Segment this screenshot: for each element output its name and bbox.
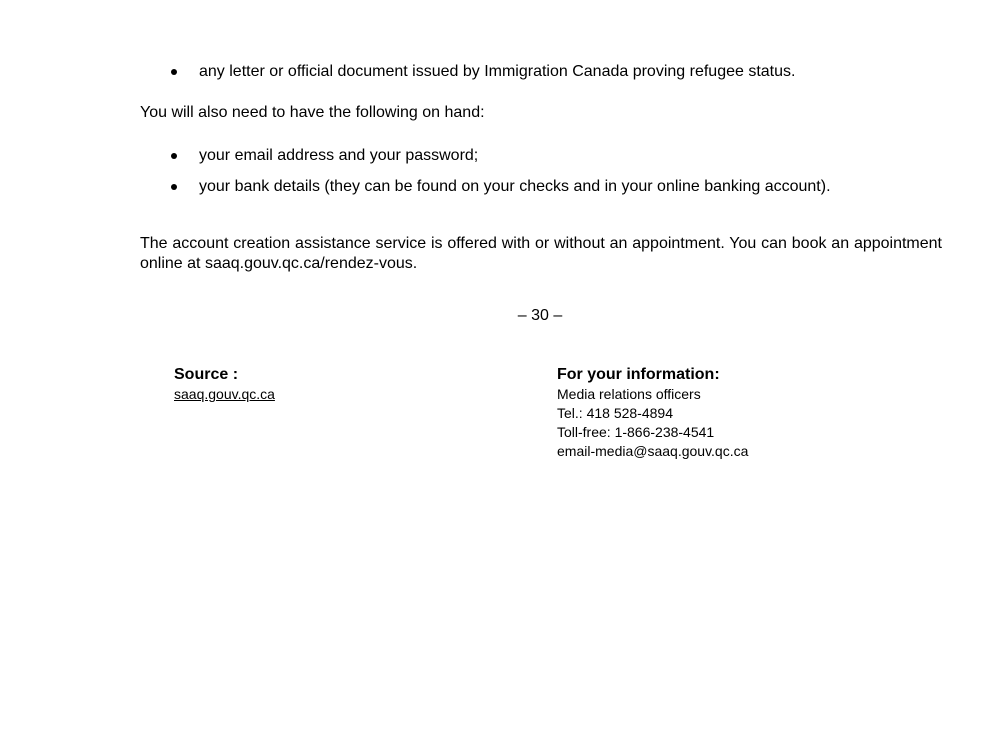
footer-source [174, 365, 275, 404]
list-item-text: your bank details (they can be found on your checks and in your online banking account). [199, 178, 831, 195]
footer-contact [557, 365, 748, 461]
assistance-paragraph: The account creation assistance service is offered with or without an appointment. You can book an appointment online at saaq.gouv.qc.ca/rendez-vous. [140, 235, 942, 272]
contact-heading: For your information: [557, 366, 720, 383]
bullet-icon [171, 153, 177, 159]
contact-toll-free: Toll-free: 1-866-238-4541 [557, 424, 715, 440]
intro-paragraph: You will also need to have the following on hand: [140, 104, 485, 121]
bullet-icon [171, 184, 177, 190]
contact-team: Media relations officers [557, 386, 701, 402]
source-link[interactable]: saaq.gouv.qc.ca [174, 386, 275, 402]
page-end-marker: – 30 – [517, 307, 563, 324]
list-item-text: any letter or official document issued by Immigration Canada proving refugee status. [199, 63, 796, 80]
source-heading: Source : [174, 366, 239, 383]
contact-email: email-media@saaq.gouv.qc.ca [557, 443, 749, 459]
bullet-icon [171, 69, 177, 75]
contact-phone: Tel.: 418 528-4894 [557, 405, 673, 421]
list-item-text: your email address and your password; [199, 147, 479, 164]
